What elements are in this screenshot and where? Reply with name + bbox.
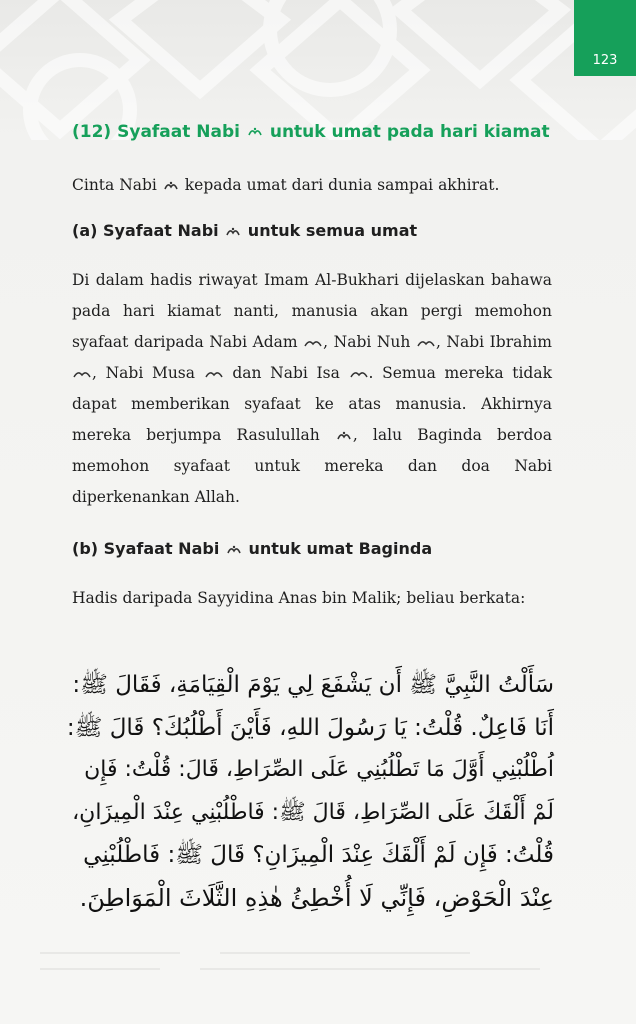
paragraph-1 xyxy=(72,265,552,513)
saw-ligature-icon xyxy=(226,226,240,238)
paragraph-2: Hadis daripada Sayyidina Anas bin Malik; beliau berkata: xyxy=(72,589,526,607)
arabic-line: أَنَا فَاعِلٌ. قُلْتُ: يَا رَسُولَ اللهِ، فَأَيْنَ أَطْلُبُكَ؟ قَالَ ﷺ: xyxy=(66,714,554,741)
intro-text-b: kepada umat dari dunia sampai akhirat. xyxy=(184,176,500,194)
page-number: 123 xyxy=(592,53,618,68)
saw-ligature-icon xyxy=(248,126,262,138)
subheading-a xyxy=(72,219,552,243)
saw-ligature-icon xyxy=(164,180,178,192)
as-ligature-icon xyxy=(205,369,223,379)
paragraph-1-text-1: Di dalam hadis riwayat Imam Al-Bukhari dijelaskan bahawa pada hari kiamat nanti, manusia akan pergi memohon syafaat daripada Nabi Adam xyxy=(72,271,552,351)
intro-text-a: Cinta Nabi xyxy=(72,176,157,194)
arabic-line: سَأَلْتُ النَّبِيَّ ﷺ أَن يَشْفَعَ لِي يَوْمَ الْقِيَامَةِ، فَقَالَ ﷺ: xyxy=(72,672,554,698)
arabic-line: لَمْ أَلْقَكَ عَلَى الصِّرَاطِ، قَالَ ﷺ: فَاطْلُبْنِي عِنْدَ الْمِيزَانِ، xyxy=(72,799,554,825)
subheading-a-part1: (a) Syafaat Nabi xyxy=(72,221,219,240)
page-number-tab xyxy=(574,0,636,76)
paragraph-1-text-3: , Nabi Ibrahim xyxy=(435,333,552,351)
paragraph-1-text-7: , lalu Baginda berdoa memohon syafaat untuk mereka dan doa Nabi diperkenankan Allah. xyxy=(72,426,552,506)
as-ligature-icon xyxy=(73,369,91,379)
section-heading-part1: (12) Syafaat Nabi xyxy=(72,122,240,142)
subheading-b xyxy=(72,537,552,561)
page-content xyxy=(72,120,552,630)
saw-ligature-icon xyxy=(227,544,241,556)
intro-paragraph xyxy=(72,170,552,201)
as-ligature-icon xyxy=(417,338,435,348)
as-ligature-icon xyxy=(350,369,368,379)
subheading-b-part2: untuk umat Baginda xyxy=(248,539,433,558)
bleed-through-lines xyxy=(40,945,560,985)
paragraph-1-text-5: dan Nabi Isa xyxy=(232,364,340,382)
section-heading xyxy=(72,120,552,144)
paragraph-1-text-2: , Nabi Nuh xyxy=(323,333,411,351)
arabic-line: عِنْدَ الْحَوْضِ، فَإِنِّي لَا أُخْطِئُ هٰذِهِ الثَّلَاثَ الْمَوَاطِنَ. xyxy=(79,883,554,912)
paragraph-1-text-6: . Semua mereka tidak dapat memberikan syafaat ke atas manusia. Akhirnya mereka berjumpa Rasulullah xyxy=(72,364,552,444)
geometric-pattern-decoration xyxy=(0,0,636,140)
section-heading-part2: untuk umat pada hari kiamat xyxy=(269,122,550,142)
saw-ligature-icon xyxy=(337,430,351,442)
paragraph-1-text-4: , Nabi Musa xyxy=(92,364,195,382)
subheading-a-part2: untuk semua umat xyxy=(247,221,418,240)
as-ligature-icon xyxy=(304,338,322,348)
subheading-b-part1: (b) Syafaat Nabi xyxy=(72,539,220,558)
arabic-hadith-text xyxy=(66,664,554,919)
arabic-line: قُلْتُ: فَإِن لَمْ أَلْقَكَ عِنْدَ الْمِيزَانِ؟ قَالَ ﷺ: فَاطْلُبْنِي xyxy=(83,842,554,868)
arabic-line: اُطْلُبْنِي أَوَّلَ مَا تَطْلُبُنِي عَلَى الصِّرَاطِ، قَالَ: قُلْتُ: فَإِن xyxy=(84,757,554,782)
